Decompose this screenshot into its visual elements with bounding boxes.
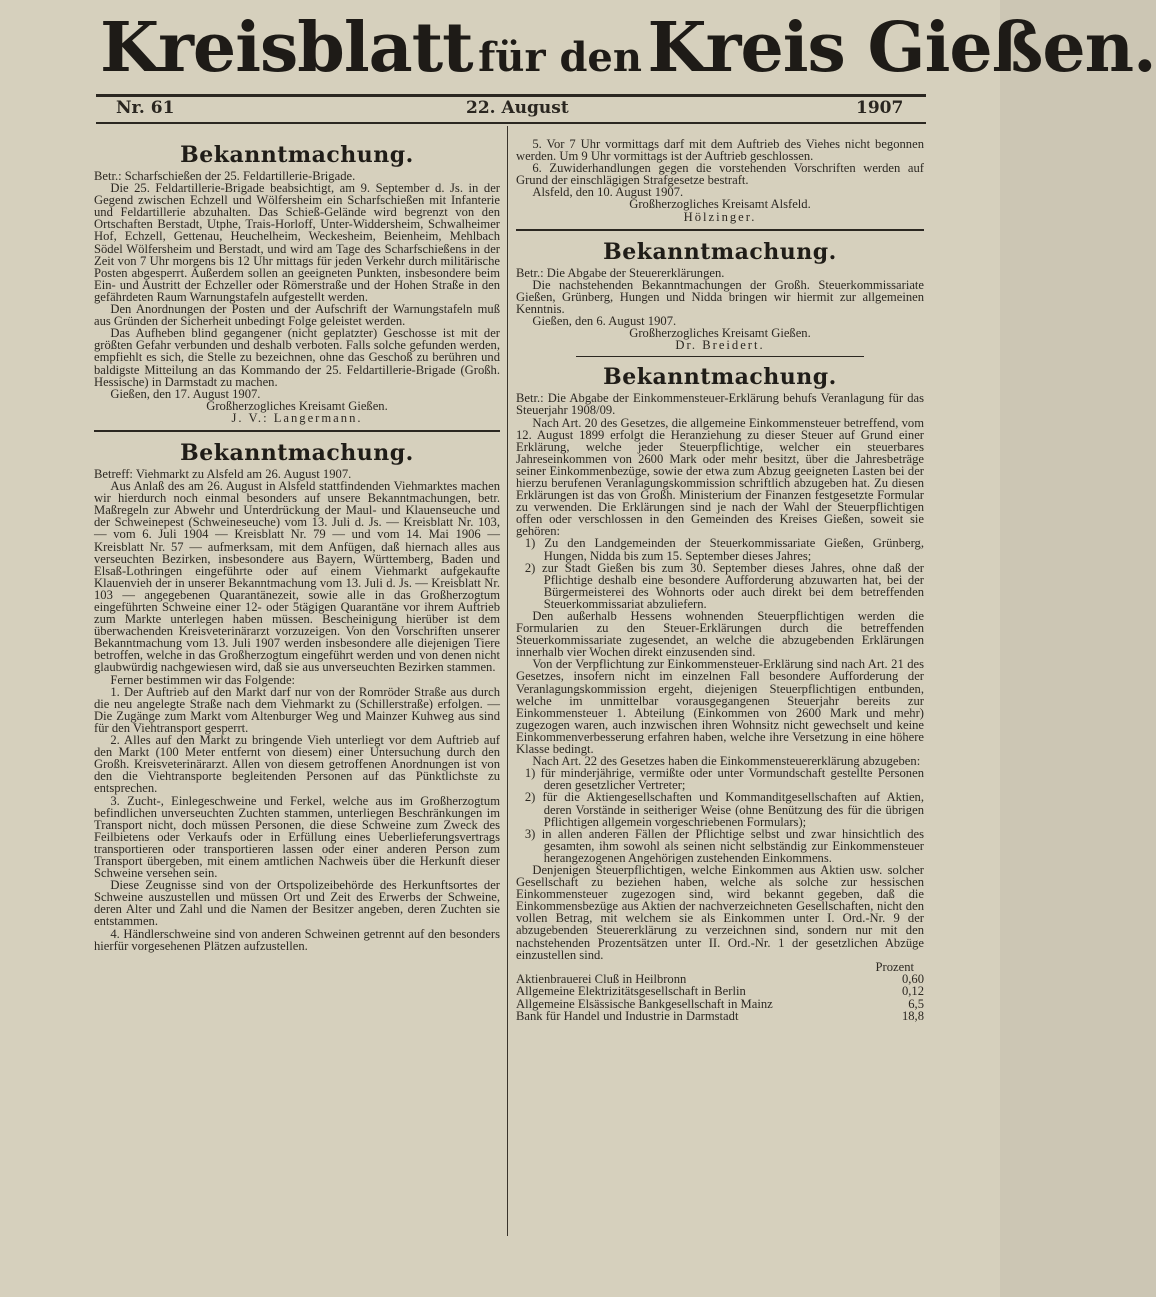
article-2-paragraph: 4. Händlerschweine sind von anderen Schweinen getrennt auf den besonders hierfür vorgesehenen Plätzen aufzustellen. — [94, 926, 500, 953]
article-2-signer: Hölzinger. — [683, 209, 757, 224]
table-row — [516, 985, 924, 998]
article-4-list-item: 1) Zu den Landgemeinden der Steuerkommissariate Gießen, Grünberg, Hungen, Nidda bis zum 15. September dieses Jahres; — [524, 536, 924, 563]
company-percent: 0,12 — [901, 984, 924, 999]
article-2-office: Großherzogliches Kreisamt Alsfeld. — [629, 197, 811, 212]
masthead-rule-top — [96, 94, 926, 97]
company-percent: 6,5 — [908, 996, 924, 1011]
article-1-signer: J. V.: Langermann. — [231, 410, 363, 425]
article-2-paragraph: 3. Zucht-, Einlegeschweine und Ferkel, welche aus im Großherzogtum befindlichen unverseuchten Zuchten stammen, unterliegen Beschränkungen im Transport nicht, doch müssen Personen, die diese Schweine zum Zweck des Feilbietens oder Verkaufs oder in Erfüllung eines Ueberlieferungsvertrags transportieren oder transportieren lassen oder einer anderen Person zum Transport übergeben, mit einem amtlichen Nachweis über die Herkunft dieser Schweine versehen sein. — [94, 793, 500, 881]
article-3-subject: Betr.: Die Abgabe der Steuererklärungen. — [516, 265, 725, 280]
article-2-paragraph: 1. Der Auftrieb auf den Markt darf nur von der Romröder Straße aus durch die neu angelegte Straße nach dem Viehmarkt zu (Schillerstraße) erfolgen. — Die Zugänge zum Markt vom Altenburger Weg und Mainzer Kuhweg aus sind für den Viehtransport gesperrt. — [94, 684, 500, 735]
column-divider — [507, 126, 508, 1236]
article-separator — [576, 356, 864, 357]
article-1-paragraph: Das Aufheben blind gegangener (nicht geplatzter) Geschosse ist mit der größten Gefahr verbunden und deshalb verboten. Falls solche gefunden werden, empfiehlt es sich, die Stelle zu bezeichnen, ohne das Geschoß zu berühren und baldigste Mitteilung an das Kommando der 25. Feldartillerie-Brigade (Großh. Hessische) in Darmstadt zu machen. — [94, 326, 500, 389]
company-name: Aktienbrauerei Cluß in Heilbronn — [516, 971, 687, 986]
issue-number: Nr. 61 — [116, 98, 175, 118]
article-4-paragraph: Von der Verpflichtung zur Einkommensteuer-Erklärung sind nach Art. 21 des Gesetzes, insofern nicht im einzelnen Fall besondere Aufforderung der Veranlagungskommission ergeht, diejenigen Steuerpflichtigen entbunden, welche im unmittelbar vorausgegangenen Steuerjahr bereits zur Einkommensteuer 1. Abteilung (Einkommen von 2600 Mark und mehr) zugezogen waren, auch inzwischen ihren Wohnsitz nicht gewechselt und keine Einkommenverbesserung erfahren haben, welche ihre Versetzung in eine höhere Klasse bedingt. — [516, 657, 924, 757]
article-2-paragraph: Aus Anlaß des am 26. August in Alsfeld stattfindenden Viehmarktes machen wir hierdurch noch einmal besonders auf unsere Bekanntmachungen, betr. Maßregeln zur Abwehr und Unterdrückung der Maul- und Klauenseuche und der Schweinepest (Schweineseuche) vom 13. Juli d. Js. — Kreisblatt Nr. 103, — vom 6. Juli 1904 — Kreisblatt Nr. 79 — und vom 14. Mai 1906 — Kreisblatt Nr. 57 — aufmerksam, mit dem Anfügen, daß hiernach alles aus verseuchten Bezirken, insbesondere aus Bayern, Württemberg, Baden und Elsaß-Lothringen eingeführte oder auf einem Viehmarkt aufgekaufte Klauenvieh der in unserer Bekanntmachung vom 13. Juli d. Js. — Kreisblatt Nr. 103 — angegebenen Quarantänezeit, sowie alle in das Großherzogtum eingeführten Schweine einer 12- oder 5tägigen Quarantäne vor ihrem Auftrieb zum Markte unterlegen haben müssen. Bescheinigung hierüber ist dem überwachenden Kreisveterinärarzt vorzuzeigen. Von den Vorschriften unserer Bekanntmachung vom 13. Juli 1907 werden insbesondere alle diejenigen Tiere betroffen, welche in das Großherzogtum eingeführt werden und von denen nicht glaubwürdig nachgewiesen wird, daß sie aus unverseuchten Bezirken stammen. — [94, 479, 500, 675]
issue-date: 22. August — [466, 98, 569, 118]
article-separator — [516, 229, 924, 231]
masthead-title-part3: Kreis Gießen. — [647, 8, 1156, 88]
article-3-place-date: Gießen, den 6. August 1907. — [532, 314, 677, 329]
masthead-title-part1: Kreisblatt — [100, 8, 473, 88]
right-column — [516, 138, 924, 1023]
company-name: Bank für Handel und Industrie in Darmstadt — [516, 1009, 739, 1024]
article-1-office: Großherzogliches Kreisamt Gießen. — [206, 398, 388, 413]
article-3-office: Großherzogliches Kreisamt Gießen. — [629, 326, 811, 341]
article-1-paragraph: Die 25. Feldartillerie-Brigade beabsichtigt, am 9. September d. Js. in der Gegend zwischen Echzell und Wölfersheim ein Scharfschießen mit Infanterie und Feldartillerie abzuhalten. Das Schieß-Gelände wird begrenzt von den Ortschaften Berstadt, Utphe, Trais-Horloff, Unter-Widdersheim, Schwalheimer Hof, Echzell, Gettenau, Heuchelheim, Weckesheim, Beienheim, Mehlbach Södel Wölfersheim und Berstadt, und wird am Tage des Scharfschießens in der Zeit von 7 Uhr morgens bis 12 Uhr mittags für jeden Verkehr durch militärische Posten abgesperrt. Außerdem sollen an geeigneten Punkten, insbesondere beim Ein- und Austritt der Echzeller oder Römerstraße und der Hohen Straße in den gefährdeten Raum Warnungstafeln aufgestellt werden. — [94, 181, 500, 304]
article-2-paragraph: Diese Zeugnisse sind von der Ortspolizeibehörde des Herkunftsortes der Schweine auszustellen und müssen Ort und Zeit des Erwerbs der Schweine, deren Alter und Zahl und die Namen der Besitzer angeben, deren Zuchten sie entstammen. — [94, 878, 500, 929]
article-2-subject: Betreff: Viehmarkt zu Alsfeld am 26. August 1907. — [94, 466, 352, 481]
article-3-heading: Bekanntmachung. — [603, 238, 837, 265]
article-4-list-item: 2) für die Aktiengesellschaften und Kommanditgesellschaften auf Aktien, deren Vorstände in seitheriger Weise (ohne Benützung des für die übrigen Pflichtigen allgemein vorgeschriebenen Formulars); — [524, 790, 924, 829]
company-name: Allgemeine Elsässische Bankgesellschaft in Mainz — [516, 996, 773, 1011]
article-2-paragraph: 2. Alles auf den Markt zu bringende Vieh unterliegt vor dem Auftrieb auf den Markt (100 Meter entfernt von diesem) einer Untersuchung durch den Großh. Kreisveterinärarzt. Allen von diesem getroffenen Anordnungen ist von den die Viehtransporte begleitenden Personen auf das Pünktlichste zu entsprechen. — [94, 733, 500, 796]
article-separator — [94, 430, 500, 432]
masthead — [100, 8, 1156, 88]
article-2-continued-paragraph: 6. Zuwiderhandlungen gegen die vorstehenden Vorschriften werden auf Grund der einschlägigen Strafgesetze bestraft. — [516, 161, 924, 188]
article-4-subject: Betr.: Die Abgabe der Einkommensteuer-Erklärung behufs Veranlagung für das Steuerjahr 1908/09. — [516, 391, 924, 418]
company-name: Allgemeine Elektrizitätsgesellschaft in Berlin — [516, 984, 746, 999]
article-1-paragraph: Den Anordnungen der Posten und der Aufschrift der Warnungstafeln muß aus Gründen der Sicherheit unbedingt Folge geleistet werden. — [94, 302, 500, 329]
article-4-list-item: 1) für minderjährige, vermißte oder unter Vormundschaft gestellte Personen deren gesetzlicher Vertreter; — [524, 766, 924, 793]
percent-column-header: Prozent — [875, 959, 914, 974]
article-3-paragraph: Die nachstehenden Bekanntmachungen der Großh. Steuerkommissariate Gießen, Grünberg, Hungen und Nidda bringen wir hiermit zur allgemeinen Kenntnis. — [516, 277, 924, 316]
article-4-paragraph: Nach Art. 20 des Gesetzes, die allgemeine Einkommensteuer betreffend, vom 12. August 1899 erfolgt die Heranziehung zu dieser Steuer auf Grund einer Erklärung, welche jeder Steuerpflichtige, welcher ein steuerbares Jahreseinkommen von 2600 Mark oder mehr besitzt, über die Jahresbeträge seiner Einkommenbezüge, sowie der etwa zum Abzug geeigneten Lasten bei der hierzu berufenen Veranlagungskommission schriftlich abzugeben hat. Zu diesen Erklärungen ist das von Großh. Ministerium der Finanzen festgesetzte Formular zu verwenden. Die Erklärungen sind je nach der Wahl der Steuerpflichtigen offen oder verschlossen in den Gemeinden des Kreises Gießen, soweit sie gehören: — [516, 415, 924, 539]
left-column — [94, 140, 500, 952]
masthead-rule-bottom — [96, 122, 926, 124]
article-4-list-item: 3) in allen anderen Fällen der Pflichtige selbst und zwar hinsichtlich des gesamten, ihm sowohl als seinen nicht selbständig zur Einkommensteuer herangezogenen Angehörigen zustehenden Einkommens. — [524, 826, 924, 865]
issue-year: 1907 — [856, 98, 904, 118]
article-3-signer: Dr. Breidert. — [675, 338, 765, 353]
dateline — [0, 98, 1000, 122]
article-1-place-date: Gießen, den 17. August 1907. — [110, 386, 261, 401]
masthead-title-part2: für den — [478, 34, 642, 81]
article-4-heading: Bekanntmachung. — [603, 364, 837, 391]
article-4-paragraph: Nach Art. 22 des Gesetzes haben die Einkommensteuererklärung abzugeben: — [532, 754, 921, 769]
article-4-paragraph: Denjenigen Steuerpflichtigen, welche Einkommen aus Aktien usw. solcher Gesellschaft zu beziehen haben, welche als solche zur hessischen Einkommensteuer zugezogen sind, wird bekannt gegeben, daß die Einkommensbezüge aus Aktien der nachverzeichneten Gesellschaften, nicht den vollen Betrag, mit welchem sie als Einkommen unter I. Ord.-Nr. 9 der abzugebenden Steuererklärung zu verzeichnen sind, sondern nur mit den nachstehenden Prozentsätzen unter II. Ord.-Nr. 1 der gesetzlichen Abzüge einzustellen sind. — [516, 862, 924, 962]
article-2-continued-paragraph: 5. Vor 7 Uhr vormittags darf mit dem Auftrieb des Viehes nicht begonnen werden. Um 9 Uhr vormittags ist der Auftrieb geschlossen. — [516, 137, 924, 164]
article-2-place-date: Alsfeld, den 10. August 1907. — [532, 185, 684, 200]
company-percent: 18,8 — [901, 1009, 924, 1024]
shares-table — [516, 973, 924, 1023]
company-percent: 0,60 — [901, 971, 924, 986]
article-4-paragraph: Den außerhalb Hessens wohnenden Steuerpflichtigen werden die Formularien zu den Steuer-Erklärungen durch die betreffenden Steuerkommissariate zugesendet, an welche die abzugebenden Erklärungen innerhalb vier Wochen direkt einzusenden sind. — [516, 609, 924, 660]
table-row — [516, 1010, 924, 1023]
article-2-paragraph: Ferner bestimmen wir das Folgende: — [110, 672, 296, 687]
article-1-subject: Betr.: Scharfschießen der 25. Feldartillerie-Brigade. — [94, 169, 356, 183]
article-2-heading: Bekanntmachung. — [180, 439, 414, 466]
article-4-list-item: 2) zur Stadt Gießen bis zum 30. September dieses Jahres, ohne daß der Pflichtige deshalb eine besondere Aufforderung abzuwarten hat, bei der Bürgermeisterei des Wohnorts oder auch direkt bei dem betreffenden Steuerkommissariat abzuliefern. — [524, 560, 924, 611]
article-1-heading: Bekanntmachung. — [180, 142, 414, 168]
